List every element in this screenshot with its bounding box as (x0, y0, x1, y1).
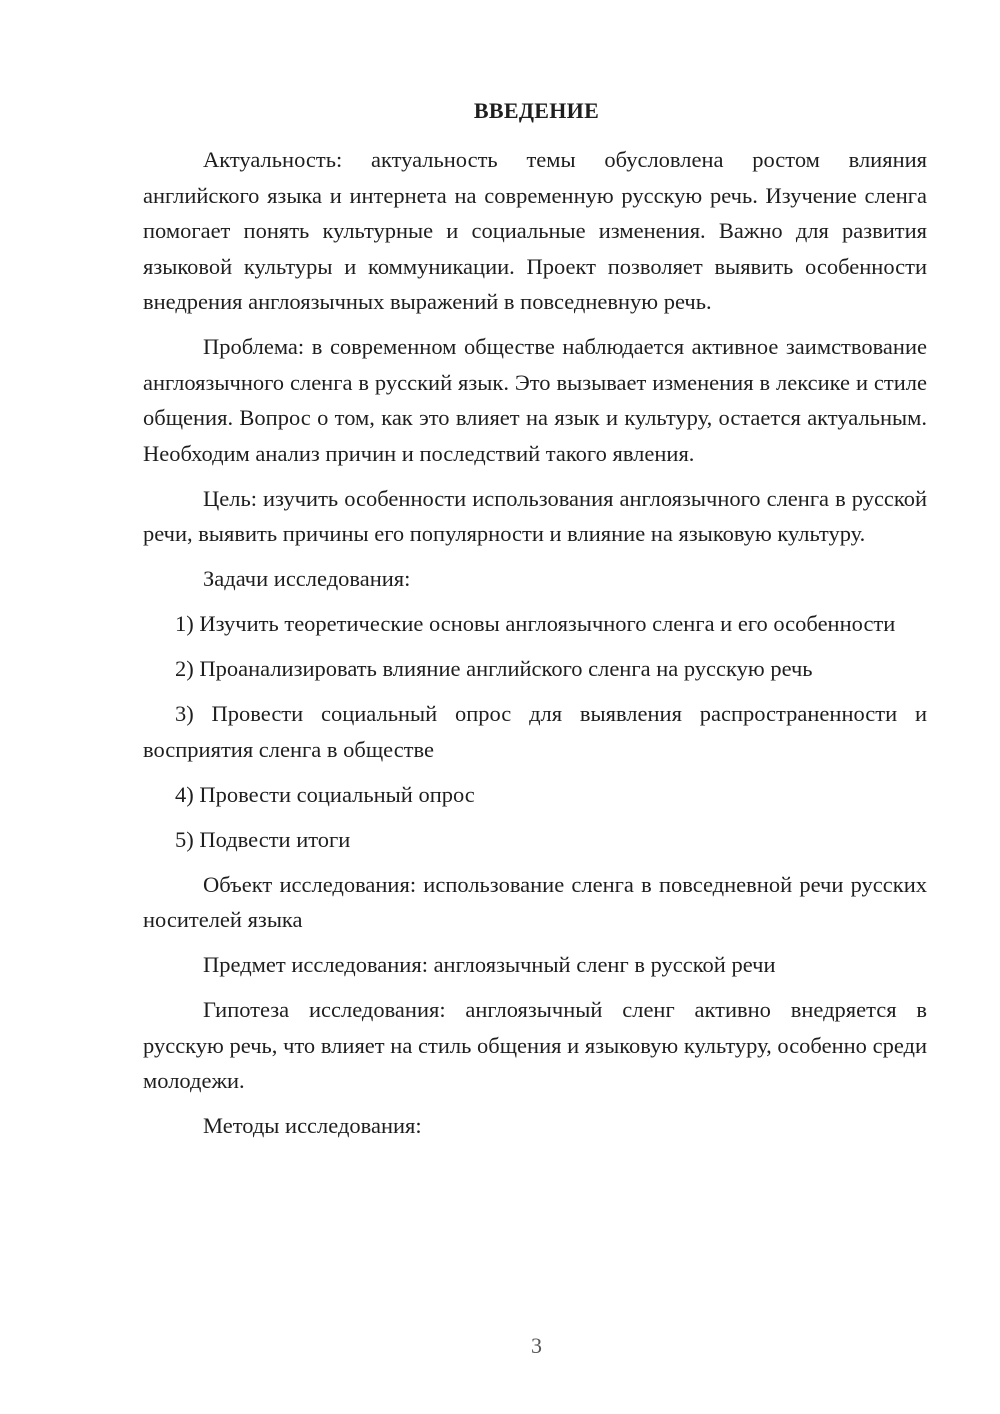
task-item-1: 1) Изучить теоретические основы англоязычного сленга и его особенности (175, 611, 896, 636)
paragraph-subject: Предмет исследования: англоязычный сленг в русской речи (203, 952, 776, 977)
paragraph-goal: Цель: изучить особенности использования англоязычного сленга в русской речи, выявить причины его популярности и влияние на языковую культуру. (143, 485, 927, 546)
body-text (143, 142, 927, 1153)
page-number: 3 (531, 1333, 542, 1358)
task-item-5: 5) Подвести итоги (175, 826, 351, 852)
task-item-2: 2) Проанализировать влияние английского сленга на русскую речь (175, 656, 813, 681)
section-title: ВВЕДЕНИЕ (473, 98, 600, 123)
task-item-3: 3) Провести социальный опрос для выявления распространенности и восприятия сленга в обществе (143, 701, 927, 762)
paragraph-object: Объект исследования: использование сленга в повседневной речи русских носителей языка (143, 871, 927, 932)
paragraph-methods: Методы исследования: (203, 1113, 422, 1138)
paragraph-relevance: Актуальность: актуальность темы обусловлена ростом влияния английского языка и интернета на современную русскую речь. Изучение сленга помогает понять культурные и социальные изменения. Важно для развития языковой культуры и коммуникации. Проект позволяет выявить особенности внедрения англоязычных выражений в повседневную речь. (143, 147, 927, 314)
paragraph-problem: Проблема: в современном обществе наблюдается активное заимствование англоязычного сленга в русский язык. Это вызывает изменения в лексике и стиле общения. Вопрос о том, как это влияет на язык и культуру, остается актуальным. Необходим анализ причин и последствий такого явления. (143, 334, 927, 466)
paragraph-hypothesis: Гипотеза исследования: англоязычный сленг активно внедряется в русскую речь, что влияет на стиль общения и языковую культуру, особенно среди молодежи. (143, 997, 927, 1093)
task-item-4: 4) Провести социальный опрос (175, 781, 475, 807)
paragraph-tasks-heading: Задачи исследования: (203, 566, 411, 591)
